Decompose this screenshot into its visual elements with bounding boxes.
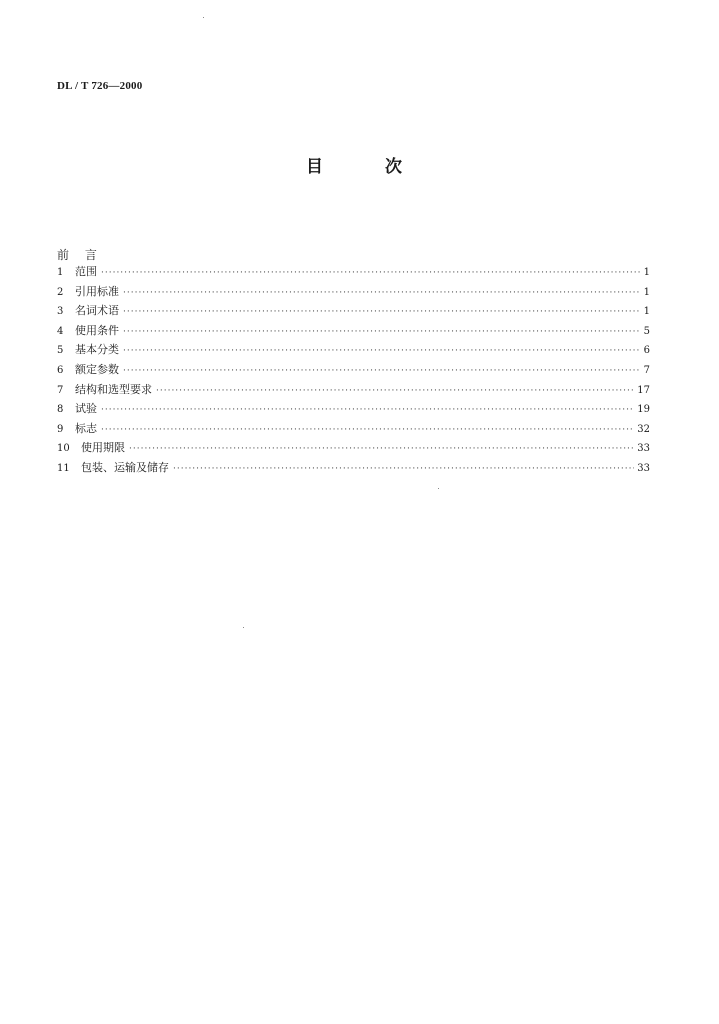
toc-entry[interactable] (57, 321, 650, 341)
toc-entry[interactable] (57, 360, 650, 380)
toc-entry-number: 9 (57, 423, 64, 435)
toc-entry-page: 17 (637, 384, 650, 396)
toc-leader-dots (123, 342, 641, 362)
toc-entry-label: 引用标准 (75, 284, 119, 298)
scan-speck (243, 627, 244, 628)
toc-entry-label: 使用期限 (81, 441, 125, 455)
title-char-1: 目 (306, 157, 323, 177)
toc-entry[interactable] (57, 458, 650, 478)
toc-entry-label: 标志 (75, 421, 97, 435)
toc-entry-label: 额定参数 (75, 362, 119, 376)
toc-entry-page: 1 (643, 267, 650, 278)
toc-entry-page: 19 (637, 404, 650, 416)
standard-code: DL / T 726—2000 (57, 80, 143, 92)
toc-entry[interactable] (57, 380, 650, 400)
toc-entry-page: 33 (637, 443, 650, 455)
toc-entry-number: 3 (57, 306, 64, 318)
toc-leader-dots (101, 421, 634, 441)
toc-leader-dots (123, 362, 641, 382)
toc-entry-label: 范围 (75, 265, 97, 278)
toc-entry-number: 1 (57, 267, 64, 278)
toc-entry-number: 6 (57, 364, 64, 376)
toc-entry-label: 试验 (75, 402, 97, 416)
toc-entry-page: 33 (637, 462, 650, 474)
scan-speck (203, 17, 204, 18)
toc-leader-dots (123, 303, 641, 323)
toc-entry-label: 名词术语 (75, 304, 119, 318)
toc-entry[interactable] (57, 301, 650, 321)
toc-entry-number: 10 (57, 443, 70, 455)
toc-entry-page: 6 (643, 345, 650, 357)
toc-leader-dots (123, 284, 641, 304)
toc-entry-page: 5 (643, 325, 650, 337)
toc-leader-dots (101, 401, 634, 421)
toc-entry-page: 1 (643, 286, 650, 298)
toc-entry[interactable] (57, 340, 650, 360)
toc-entry-number: 5 (57, 345, 64, 357)
toc-leader-dots (173, 460, 634, 480)
toc-entry-number: 2 (57, 286, 64, 298)
toc-entry[interactable] (57, 399, 650, 419)
toc-entry[interactable] (57, 419, 650, 439)
title-char-2: 次 (385, 157, 402, 177)
toc-leader-dots (156, 382, 634, 402)
toc-entry-page: 1 (643, 306, 650, 318)
toc-entry-label: 结构和选型要求 (75, 382, 152, 396)
toc-entry[interactable] (57, 262, 650, 282)
scan-speck (438, 488, 439, 489)
table-of-contents (57, 262, 650, 478)
toc-entry-page: 7 (643, 364, 650, 376)
toc-entry-label: 基本分类 (75, 343, 119, 357)
toc-entry-preface[interactable]: 前 言 (57, 248, 103, 262)
toc-entry-number: 4 (57, 325, 64, 337)
toc-entry-number: 11 (57, 462, 70, 474)
toc-leader-dots (123, 323, 641, 343)
toc-leader-dots (101, 264, 641, 284)
toc-leader-dots (129, 440, 634, 460)
toc-entry-number: 7 (57, 384, 64, 396)
toc-entry-page: 32 (637, 423, 650, 435)
toc-entry[interactable] (57, 282, 650, 302)
toc-entry-label: 包装、运输及储存 (81, 460, 169, 474)
toc-entry-number: 8 (57, 404, 64, 416)
toc-entry-label: 使用条件 (75, 323, 119, 337)
toc-entry[interactable] (57, 438, 650, 458)
